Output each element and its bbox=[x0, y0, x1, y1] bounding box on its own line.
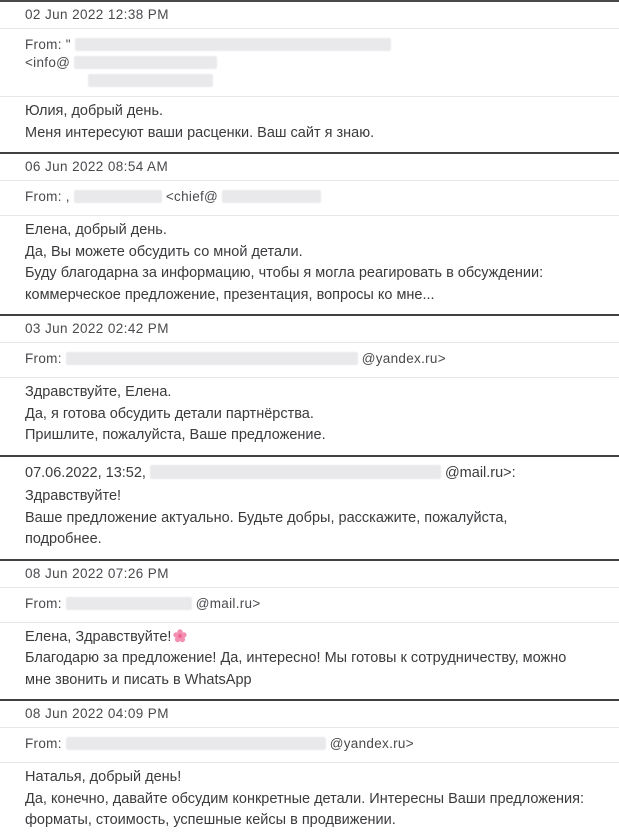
from-row bbox=[0, 181, 619, 216]
from-address-prefix: <chief@ bbox=[165, 189, 219, 204]
message-line: Здравствуйте! bbox=[25, 488, 122, 504]
from-domain: @mail.ru> bbox=[195, 595, 261, 611]
message-line: Буду благодарна за информацию, чтобы я могла реагировать в обсуждении: bbox=[25, 265, 544, 281]
date-header: 08 Jun 2022 07:26 PM bbox=[0, 561, 619, 588]
message-body bbox=[0, 457, 619, 559]
from-label: From: , bbox=[25, 189, 70, 204]
from-label: From: bbox=[25, 736, 62, 751]
quote-domain: @mail.ru>: bbox=[444, 464, 516, 481]
message-line: Меня интересуют ваши расценки. Ваш сайт я знаю. bbox=[25, 124, 375, 141]
email-block bbox=[0, 699, 619, 840]
redacted-sender-address bbox=[66, 352, 358, 365]
from-row bbox=[0, 343, 619, 378]
quote-date: 07.06.2022, 13:52, bbox=[25, 464, 146, 481]
message-line: подробнее. bbox=[25, 531, 102, 547]
from-row bbox=[0, 728, 619, 763]
redacted-sender-address-wrap bbox=[88, 74, 213, 87]
message-line: мне звонить и писать в WhatsApp bbox=[25, 671, 252, 688]
email-block bbox=[0, 0, 619, 152]
message-line: Юлия, добрый день. bbox=[25, 103, 164, 119]
message-line: Здравствуйте, Елена. bbox=[25, 384, 172, 400]
from-row bbox=[0, 588, 619, 623]
from-line bbox=[25, 595, 594, 613]
redacted-sender-domain bbox=[222, 190, 321, 203]
from-row bbox=[0, 29, 619, 97]
from-line bbox=[25, 36, 594, 54]
quote-header-line bbox=[25, 464, 594, 484]
date-header: 08 Jun 2022 04:09 PM bbox=[0, 701, 619, 728]
message-line: Наталья, добрый день! bbox=[25, 769, 182, 785]
from-label: From: " bbox=[25, 37, 71, 52]
from-line bbox=[25, 350, 594, 368]
message-body bbox=[0, 378, 619, 455]
message-line: коммерческое предложение, презентация, вопросы ко мне... bbox=[25, 286, 435, 303]
message-line bbox=[25, 628, 594, 648]
redacted-sender-name bbox=[74, 190, 162, 203]
message-line: Ваше предложение актуально. Будьте добры, расскажите, пожалуйста, bbox=[25, 509, 508, 526]
email-block bbox=[0, 152, 619, 314]
email-block bbox=[0, 455, 619, 559]
redacted-sender-address bbox=[74, 56, 217, 69]
message-body bbox=[0, 763, 619, 840]
from-address-prefix: <info@ bbox=[25, 55, 71, 70]
message-body bbox=[0, 623, 619, 700]
redacted-sender-address bbox=[66, 597, 192, 610]
redacted-sender-address bbox=[66, 737, 326, 750]
email-block bbox=[0, 314, 619, 455]
message-line: Елена, добрый день. bbox=[25, 222, 167, 238]
from-line bbox=[25, 188, 594, 206]
message-body bbox=[0, 216, 619, 314]
date-header: 02 Jun 2022 12:38 PM bbox=[0, 2, 619, 29]
greeting-text: Елена, Здравствуйте! bbox=[25, 628, 172, 645]
from-line bbox=[25, 735, 594, 753]
from-domain: @yandex.ru> bbox=[361, 351, 446, 366]
message-body bbox=[0, 97, 619, 152]
date-header: 03 Jun 2022 02:42 PM bbox=[0, 316, 619, 343]
redacted-sender-name bbox=[75, 38, 391, 51]
email-block bbox=[0, 559, 619, 700]
message-line: Благодарю за предложение! Да, интересно! Мы готовы к сотрудничеству, можно bbox=[25, 650, 567, 666]
message-line: Да, я готова обсудить детали партнёрства. bbox=[25, 405, 314, 422]
redacted-sender-address bbox=[150, 465, 441, 479]
message-line: Да, Вы можете обсудить со мной детали. bbox=[25, 243, 303, 260]
message-line: Пришлите, пожалуйста, Ваше предложение. bbox=[25, 427, 326, 443]
from-label: From: bbox=[25, 595, 62, 611]
from-domain: @yandex.ru> bbox=[329, 736, 414, 751]
from-label: From: bbox=[25, 351, 62, 366]
cherry-blossom-emoji-icon bbox=[173, 629, 187, 643]
date-header: 06 Jun 2022 08:54 AM bbox=[0, 154, 619, 181]
message-line: форматы, стоимость, успешные кейсы в продвижении. bbox=[25, 812, 396, 828]
from-line bbox=[25, 54, 594, 87]
message-line: Да, конечно, давайте обсудим конкретные детали. Интересны Ваши предложения: bbox=[25, 790, 585, 807]
